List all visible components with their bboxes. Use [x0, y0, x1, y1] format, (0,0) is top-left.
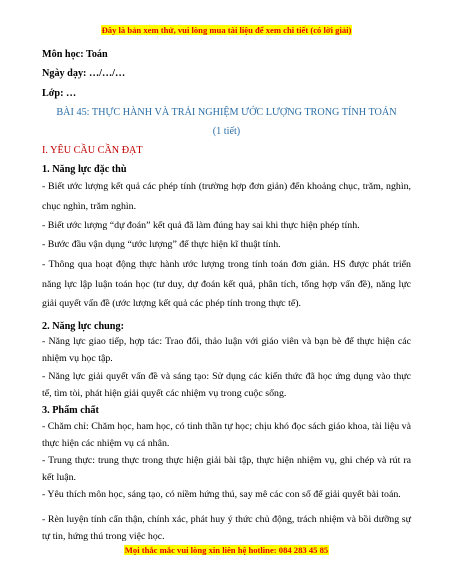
paragraph-carefulness: - Rèn luyện tính cẩn thận, chính xác, phát huy ý thức chủ động, trách nhiệm và bồi dưỡng sự tự tin, hứng thú trong việc học. — [42, 514, 411, 542]
subject-line: Môn học: Toán — [42, 49, 108, 60]
preview-banner: Đây là bản xem thử, vui lòng mua tài liệu để xem chi tiết (có lời giải) — [101, 25, 352, 35]
paragraph-honesty: - Trung thực: trung thực trong thực hiện giải bài tập, thực hiện nhiệm vụ, ghi chép và rút ra kết luận. — [42, 455, 411, 483]
paragraph-communication: - Năng lực giao tiếp, hợp tác: Trao đổi, thảo luận với giáo viên và bạn bè để thực hiện các nhiệm vụ học tập. — [42, 336, 411, 364]
paragraph-interest: - Yêu thích môn học, sáng tạo, có niềm hứng thú, say mê các con số để giải quyết bài toán. — [42, 489, 401, 500]
paragraph-practice-activity: - Thông qua hoạt động thực hành ước lượng trong tính toán đơn giản. HS được phát triển năng lực lập luận toán học (tư duy, dự đoán kết quả, phân tích, tổng hợp vấn đề), năng lực giải quyết vấn đề (ước lượng kết quả các phép tính trong thực tế). — [42, 259, 411, 309]
section-heading-requirements: I. YÊU CẦU CẦN ĐẠT — [42, 145, 143, 156]
lesson-title: BÀI 45: THỰC HÀNH VÀ TRẢI NGHIỆM ƯỚC LƯỢNG TRONG TÍNH TOÁN — [56, 107, 397, 118]
heading-qualities: 3. Phẩm chất — [42, 405, 99, 416]
paragraph-problem-solving: - Năng lực giải quyết vấn đề và sáng tạo: Sử dụng các kiến thức đã học ứng dụng vào thực tế, tìm tòi, phát hiện giải quyết các nhiệm vụ trong cuộc sống. — [42, 371, 411, 399]
paragraph-apply-estimation: - Bước đầu vận dụng “ước lượng” để thực hiện kĩ thuật tính. — [42, 239, 281, 250]
heading-specific-competence: 1. Năng lực đặc thù — [42, 164, 127, 175]
lesson-duration: (1 tiết) — [212, 126, 241, 137]
paragraph-estimation-results: - Biết ước lượng kết quả các phép tính (trường hợp đơn giản) đến khoảng chục, trăm, nghìn, chục nghìn, trăm nghìn. — [42, 181, 411, 212]
date-line: Ngày dạy: …/…/… — [42, 68, 126, 79]
heading-general-competence: 2. Năng lực chung: — [42, 321, 124, 332]
hotline-footer: Mọi thắc mắc vui lòng xin liên hệ hotline: 084 283 45 85 — [124, 545, 329, 555]
grade-line: Lớp: … — [42, 88, 77, 99]
paragraph-diligence: - Chăm chỉ: Chăm học, ham học, có tinh thần tự học; chịu khó đọc sách giáo khoa, tài liệu và thực hiện các nhiệm vụ cá nhân. — [42, 421, 411, 449]
paragraph-predict-results: - Biết ước lượng “dự đoán” kết quả đã làm đúng hay sai khi thực hiện phép tính. — [42, 220, 360, 231]
